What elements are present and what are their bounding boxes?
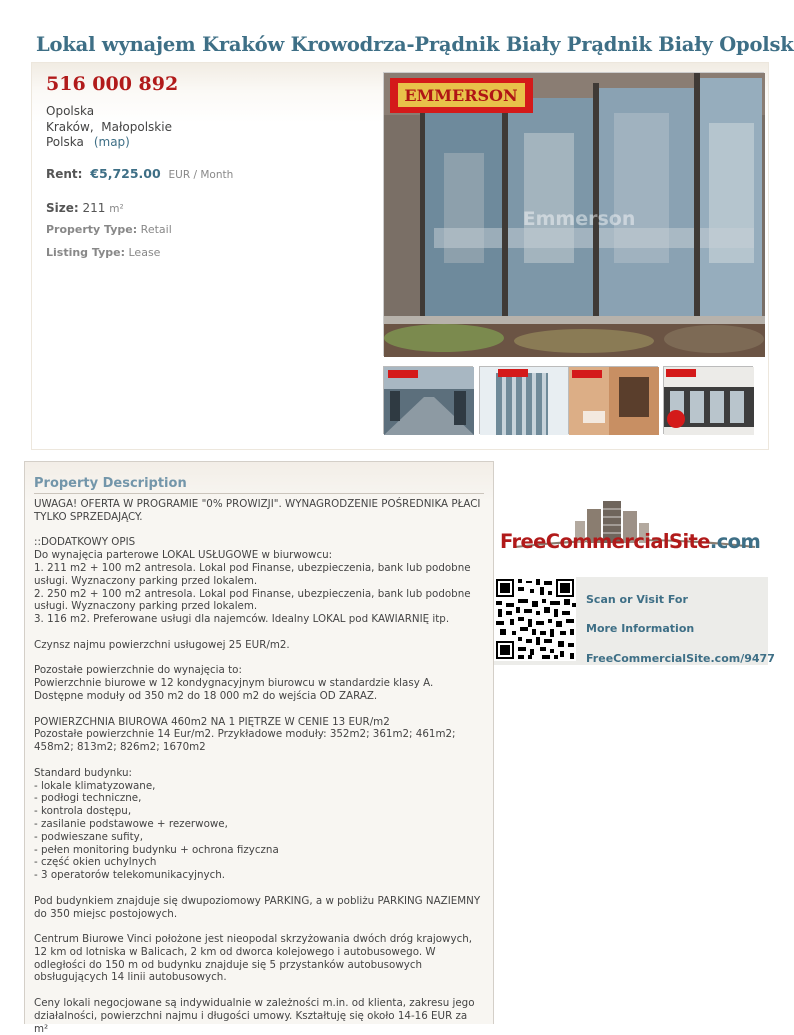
- property-type-value: Retail: [140, 223, 172, 236]
- brand-tld: .com: [709, 530, 761, 553]
- listing-type-label: Listing Type:: [46, 246, 125, 259]
- thumbnail-4[interactable]: [663, 366, 753, 434]
- description-heading: Property Description: [34, 476, 484, 494]
- thumbnail-1[interactable]: [383, 366, 473, 434]
- qr-code-graphic: [494, 577, 576, 661]
- photo-watermark: Emmerson: [522, 208, 636, 230]
- thumbnail-3[interactable]: [568, 366, 658, 434]
- size-label: Size:: [46, 201, 79, 215]
- rent-period: EUR / Month: [168, 169, 234, 181]
- phone-number[interactable]: 516 000 892: [46, 73, 179, 95]
- listing-type-row: [46, 246, 160, 259]
- rent-row: [46, 166, 233, 181]
- storefront-illustration: [384, 73, 765, 357]
- building-logo-icon: [495, 480, 775, 570]
- brand-logo-text[interactable]: [500, 530, 760, 553]
- rent-amount: €5,725.00: [90, 166, 161, 181]
- size-unit: m²: [109, 203, 124, 215]
- address-country-row: [46, 135, 172, 151]
- photo-thumbnails: [383, 366, 764, 436]
- property-type-row: [46, 223, 172, 236]
- address-city: Kraków, Małopolskie: [46, 119, 172, 134]
- main-property-photo[interactable]: [383, 72, 764, 356]
- qr-code-icon[interactable]: [494, 577, 576, 661]
- page-title: Lokal wynajem Kraków Krowodrza-Prądnik Biały Prądnik Biały Opolsk: [36, 33, 794, 56]
- qr-promo-panel: [494, 577, 775, 665]
- size-row: [46, 201, 124, 215]
- property-type-label: Property Type:: [46, 223, 138, 236]
- address-country: Polska: [46, 135, 84, 149]
- size-value: 211: [82, 201, 106, 215]
- brand-name: FreeCommercialSite: [500, 530, 710, 553]
- qr-more-info-text: More Information: [586, 622, 695, 635]
- property-description-panel: [24, 461, 494, 1035]
- qr-scan-text: Scan or Visit For: [586, 593, 688, 606]
- brand-sign-text: EMMERSON: [404, 86, 518, 105]
- qr-url-link[interactable]: FreeCommercialSite.com/9477: [586, 652, 775, 665]
- listing-type-value: Lease: [128, 246, 161, 259]
- thumbnail-2[interactable]: [479, 366, 569, 434]
- rent-label: Rent:: [46, 167, 83, 181]
- map-link[interactable]: (map): [93, 135, 130, 149]
- listing-summary-panel: [31, 62, 769, 450]
- address-street: Opolska: [46, 104, 95, 118]
- description-body: UWAGA! OFERTA W PROGRAMIE "0% PROWIZJI". WYNAGRODZENIE POŚREDNIKA PŁACI TYLKO SPRZEDAJĄCY. ::DODATKOWY OPIS Do wynajęcia parterowe LOKAL USŁUGOWE w biurwowcu: 1. 211 m2 + 100 m2 antresola. Lokal pod Finanse, ubezpieczenia, bank lub podobne usługi. Wyznaczony parking przed lokalem. 2. 250 m2 + 100 m2 antresola. Lokal pod Finanse, ubezpieczenia, bank lub podobne usługi. Wyznaczony parking przed lokalem. 3. 116 m2. Preferowane usługi dla najemców. Idealny LOKAL pod KAWIARNIĘ itp. Czynsz najmu powierzchni usługowej 25 EUR/m2. Pozostałe powierzchnie do wynajęcia to: Powierzchnie biurowe w 12 kondygnacyjnym biurowcu w standardzie klasy A. Dostępne moduły od 350 m2 do 18 000 m2 do wejścia OD ZARAZ. POWIERZCHNIA BIUROWA 460m2 NA 1 PIĘTRZE W CENIE 13 EUR/m2 Pozostałe powierzchnie 14 Eur/m2. Przykładowe moduły: 352m2; 361m2; 461m2; 458m2; 813m2; 826m2; 1670m2 Standard budynku: - lokale klimatyzowane, - podłogi techniczne, - kontrola dostępu, - zasilanie podstawowe + rezerwowe, - podwieszane sufity, - pełen monitoring budynku + ochrona fizyczna - część okien uchylnych - 3 operatorów telekomunikacyjnych. Pod budynkiem znajduje się dwupoziomowy PARKING, a w pobliżu PARKING NAZIEMNY do 350 miejsc postojowych. Centrum Biurowe Vinci położone jest nieopodal skrzyżowania dwóch dróg krajowych, 12 km od lotniska w Balicach, 2 km od dworca kolejowego i autobusowego. W odległości do 150 m od budynku znajduje się 5 przystanków autobusowych obsługujących 14 linii autobusowych. Ceny lokali negocjowane są indywidualnie w zależności m.in. od klienta, zakresu jego działalności, powierzchni najmu i długości umowy. Kształtuję się około 14-16 EUR za m²: [34, 498, 481, 1035]
- address-block: [46, 104, 172, 151]
